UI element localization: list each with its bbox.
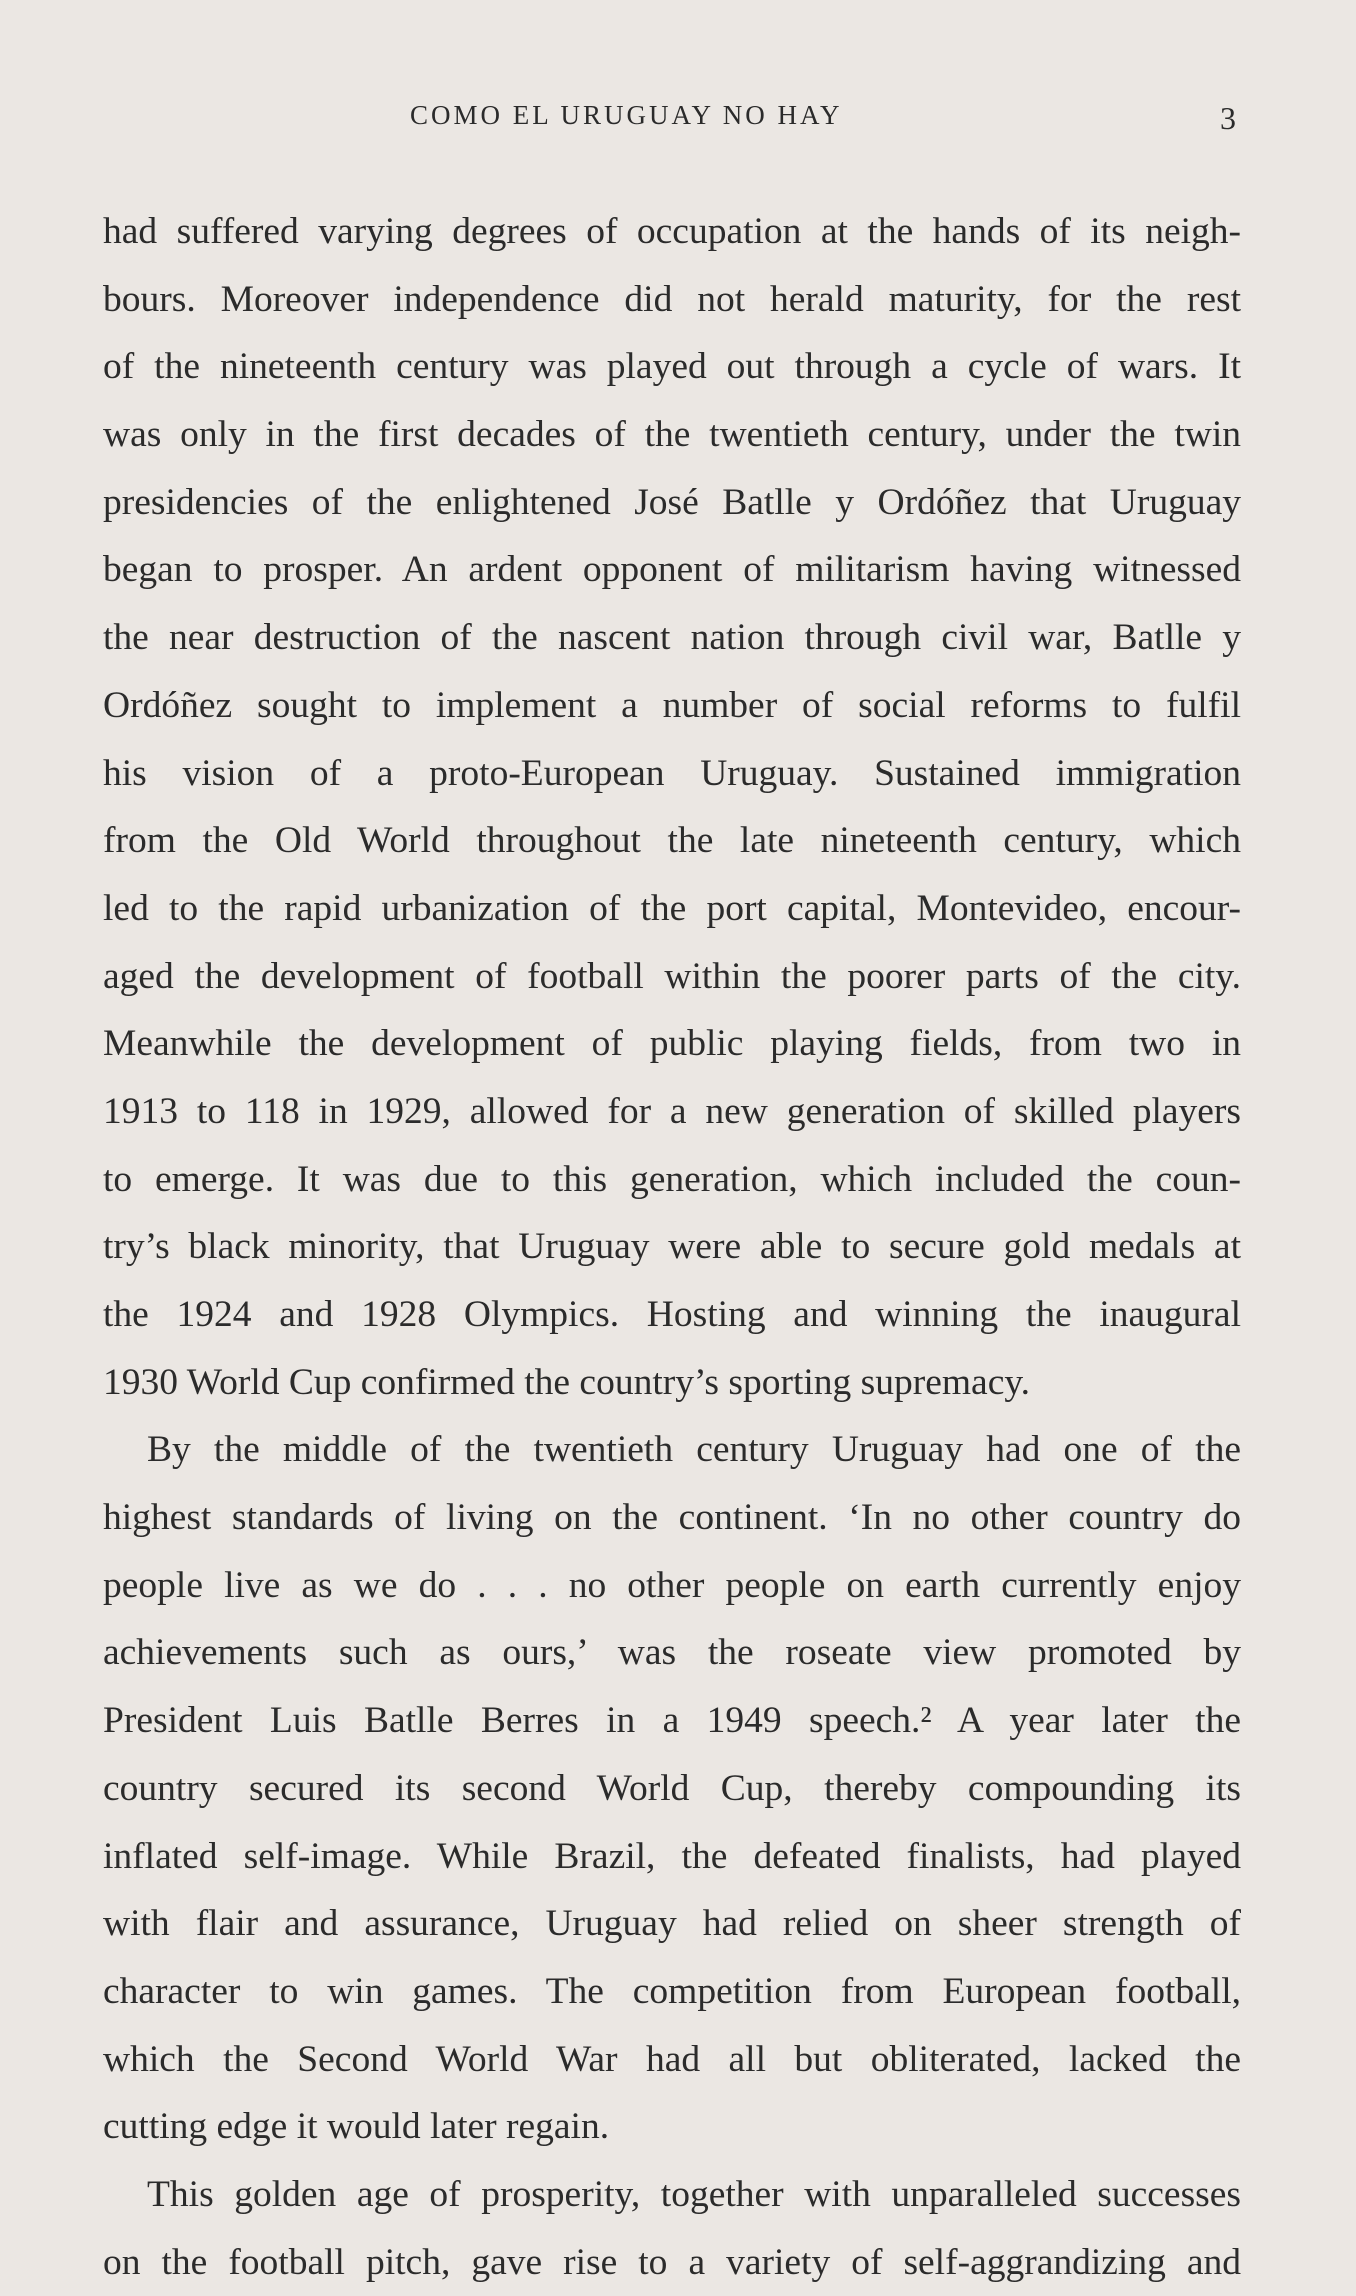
text-line: This golden age of prosperity, together with unparalleled successes: [147, 2173, 1241, 2215]
text-line: country secured its second World Cup, thereby compounding its: [103, 1767, 1241, 1809]
text-line: on the football pitch, gave rise to a variety of self-aggrandizing and: [103, 2241, 1241, 2283]
text-line: began to prosper. An ardent opponent of militarism having witnessed: [103, 549, 1241, 591]
text-line: was only in the first decades of the twentieth century, under the twin: [103, 414, 1241, 456]
text-line: highest standards of living on the continent. ‘In no other country do: [103, 1497, 1241, 1539]
text-line: achievements such as ours,’ was the roseate view promoted by: [103, 1632, 1241, 1674]
text-line: 1913 to 118 in 1929, allowed for a new generation of skilled players: [103, 1090, 1241, 1132]
text-line: the near destruction of the nascent nation through civil war, Batlle y: [103, 617, 1241, 659]
page-number: 3: [1220, 100, 1236, 136]
text-line: President Luis Batlle Berres in a 1949 speech.² A year later the: [103, 1700, 1241, 1742]
text-line: bours. Moreover independence did not herald maturity, for the rest: [103, 278, 1241, 320]
text-line: Meanwhile the development of public playing fields, from two in: [103, 1023, 1241, 1065]
text-line: of the nineteenth century was played out through a cycle of wars. It: [103, 346, 1241, 388]
text-line: people live as we do . . . no other people on earth currently enjoy: [103, 1564, 1241, 1606]
text-line: 1930 World Cup confirmed the country’s sporting supremacy.: [103, 1361, 1031, 1403]
text-line: presidencies of the enlightened José Batlle y Ordóñez that Uruguay: [103, 481, 1241, 523]
body-text: [103, 198, 1241, 2296]
running-head-title: COMO EL URUGUAY NO HAY: [410, 100, 843, 130]
text-line: the 1924 and 1928 Olympics. Hosting and winning the inaugural: [103, 1294, 1241, 1335]
text-line: had suffered varying degrees of occupation at the hands of its neigh-: [103, 211, 1241, 252]
paragraph: [103, 2161, 1241, 2296]
text-line: character to win games. The competition from European football,: [103, 1970, 1241, 2012]
text-line: Ordóñez sought to implement a number of social reforms to fulfil: [103, 684, 1241, 726]
text-line: inflated self-image. While Brazil, the defeated finalists, had played: [103, 1835, 1241, 1877]
text-line: aged the development of football within the poorer parts of the city.: [103, 955, 1241, 997]
text-line: to emerge. It was due to this generation, which included the coun-: [103, 1158, 1241, 1200]
text-line: By the middle of the twentieth century Uruguay had one of the: [147, 1429, 1241, 1471]
text-line: try’s black minority, that Uruguay were able to secure gold medals at: [103, 1226, 1241, 1268]
text-line: his vision of a proto-European Uruguay. Sustained immigration: [103, 752, 1241, 794]
text-line: with flair and assurance, Uruguay had relied on sheer strength of: [103, 1903, 1241, 1945]
paragraph: [103, 1416, 1241, 2161]
text-line: which the Second World War had all but obliterated, lacked the: [103, 2038, 1241, 2080]
paragraph: [103, 198, 1241, 1416]
text-line: cutting edge it would later regain.: [103, 2106, 610, 2148]
text-line: from the Old World throughout the late nineteenth century, which: [103, 820, 1241, 862]
text-line: led to the rapid urbanization of the port capital, Montevideo, encour-: [103, 887, 1241, 929]
